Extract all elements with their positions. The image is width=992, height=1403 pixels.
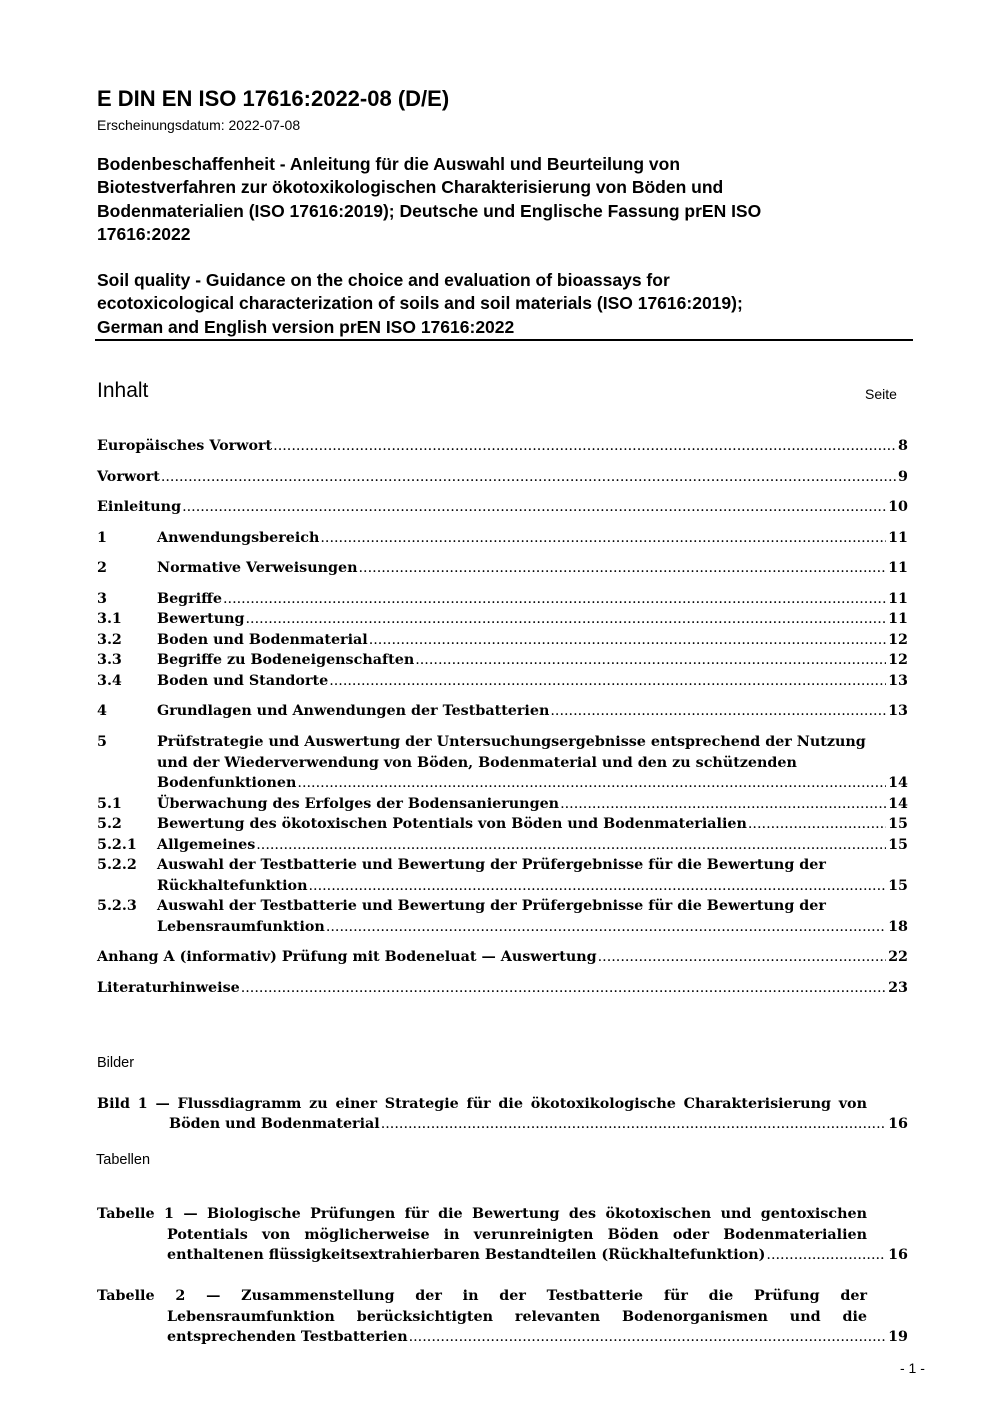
dot-leader [381,1114,886,1135]
dot-leader [550,701,886,721]
toc-entry-page: 15 [888,877,908,894]
title-divider [95,339,913,341]
toc-entry-number: 3.4 [97,673,122,689]
dot-leader [320,528,886,548]
toc-entry-page: 13 [888,703,908,719]
toc-entry-title[interactable]: Einleitung [97,499,182,515]
dot-leader [241,978,886,998]
toc-entry-title[interactable]: Überwachung des Erfolges der Bodensanierungen [157,796,560,812]
entry-caption-line[interactable]: Bild 1 — Flussdiagramm zu einer Strategie für die ökotoxikologische Charakterisierung von [97,1096,867,1112]
document-id: E DIN EN ISO 17616:2022-08 (D/E) [97,86,450,111]
toc-entry-title[interactable]: Bewertung [157,611,245,627]
toc-entry-number: 1 [97,530,107,546]
entry-caption-line[interactable]: Lebensraumfunktion berücksichtigten relevanten Bodenorganismen und die [167,1308,867,1325]
toc-entry-page: 9 [898,469,908,485]
dot-leader [246,609,887,629]
toc-entry[interactable] [97,558,908,578]
figures-heading: Bilder [97,1055,135,1071]
toc-entry-page: 12 [888,632,908,648]
toc-entry[interactable] [97,497,908,517]
toc-entry-title[interactable]: Begriffe [157,591,222,607]
title-english [97,269,897,339]
toc-entry[interactable] [97,589,908,609]
toc-entry[interactable] [97,978,908,998]
toc-entry-title[interactable]: Bodenfunktionen [157,775,297,791]
dot-leader [560,794,886,814]
toc-entry-title[interactable]: Allgemeines [157,837,256,853]
entry-caption-last-line[interactable]: Böden und Bodenmaterial [169,1116,380,1132]
toc-entry-title-line[interactable]: und der Wiederverwendung von Böden, Bodenmaterial und den zu schützenden [157,754,797,771]
toc-entry-number: 5.2 [97,816,122,832]
entry-caption-last-line[interactable]: entsprechenden Testbatterien [167,1328,408,1345]
toc-entry-title-line[interactable]: Prüfstrategie und Auswertung der Untersuchungsergebnisse entsprechend der Nutzung [157,734,866,750]
figure-entry[interactable] [97,1094,908,1135]
toc-entry-title[interactable]: Boden und Standorte [157,673,329,689]
toc-entry[interactable] [97,794,908,814]
toc-entry-number: 5.2.3 [97,898,137,914]
dot-leader [161,467,896,487]
dot-leader [369,630,886,650]
toc-entry[interactable] [97,896,908,935]
toc-entry-number: 3.2 [97,632,122,648]
toc-entry-title[interactable]: Rückhaltefunktion [157,877,308,894]
toc-entry-page: 11 [888,560,908,576]
title-english-line: Soil quality - Guidance on the choice and evaluation of bioassays for [97,270,670,290]
toc-entry[interactable] [97,609,908,629]
dot-leader [297,773,886,793]
publication-date: Erscheinungsdatum: 2022-07-08 [97,117,301,133]
toc-entry-number: 3.3 [97,652,122,668]
toc-entry[interactable] [97,528,908,548]
toc-entry-page: 12 [888,652,908,668]
title-german-line: 17616:2022 [97,223,191,244]
dot-leader [359,558,887,578]
toc-entry-page: 14 [888,775,908,791]
toc-entry[interactable] [97,650,908,670]
toc-entry-page: 11 [888,530,908,546]
toc-entry[interactable] [97,671,908,691]
dot-leader [256,835,886,855]
toc-entry[interactable] [97,814,908,834]
title-english-line: German and English version prEN ISO 17616:2022 [97,316,515,337]
toc-entry-number: 5.2.1 [97,837,137,853]
toc-page-column-label: Seite [865,386,897,402]
dot-leader [326,917,886,937]
toc-entry[interactable] [97,436,908,456]
toc-entry-title-line[interactable]: Auswahl der Testbatterie und Bewertung der Prüfergebnisse für die Bewertung der [157,857,826,873]
entry-caption-line[interactable]: Potentials von möglicherweise in verunreinigten Böden oder Bodenmaterialien [167,1226,867,1243]
toc-entry-page: 13 [888,673,908,689]
toc-entry-page: 15 [888,837,908,853]
toc-entry-title[interactable]: Boden und Bodenmaterial [157,632,368,648]
entry-caption-last-line[interactable]: enthaltenen flüssigkeitsextrahierbaren Bestandteilen (Rückhaltefunktion) [167,1246,766,1263]
toc-entry-number: 4 [97,703,107,719]
toc-entry-number: 2 [97,560,107,576]
entry-caption-line[interactable]: Tabelle 1 — Biologische Prüfungen für die Bewertung des ökotoxischen und gentoxischen [97,1206,867,1222]
entry-page: 19 [888,1328,908,1345]
toc-entry-number: 3.1 [97,611,122,627]
toc-entry-title[interactable]: Begriffe zu Bodeneigenschaften [157,652,415,668]
toc-entry[interactable] [97,630,908,650]
dot-leader [273,436,896,456]
toc-entry-page: 8 [898,438,908,454]
table-entry[interactable] [97,1204,908,1265]
toc-entry-number: 5.1 [97,796,122,812]
toc-entry-title[interactable]: Lebensraumfunktion [157,918,325,935]
title-german [97,153,897,246]
toc-entry-number: 5 [97,734,107,750]
dot-leader [223,589,886,609]
toc-entry-title[interactable]: Bewertung des ökotoxischen Potentials von Böden und Bodenmaterialien [157,816,747,832]
toc-entry[interactable] [97,467,908,487]
toc-entry-page: 11 [888,611,908,627]
toc-heading: Inhalt [97,379,149,402]
toc-entry-title[interactable]: Normative Verweisungen [157,560,358,576]
dot-leader [766,1245,886,1266]
table-entry[interactable] [97,1286,908,1347]
toc-entry-title[interactable]: Literaturhinweise [97,980,240,996]
entry-page: 16 [888,1116,908,1132]
dot-leader [598,947,886,967]
toc-entry-number: 3 [97,591,107,607]
toc-entry-number: 5.2.2 [97,857,137,873]
toc-entry[interactable] [97,732,908,791]
title-german-line: Biotestverfahren zur ökotoxikologischen Charakterisierung von Böden und [97,177,724,198]
toc-entry-title[interactable]: Grundlagen und Anwendungen der Testbatterien [157,703,550,719]
title-german-line: Bodenbeschaffenheit - Anleitung für die Auswahl und Beurteilung von [97,154,681,174]
title-english-line: ecotoxicological characterization of soils and soil materials (ISO 17616:2019); [97,293,743,314]
toc-entry-page: 15 [888,816,908,832]
dot-leader [182,497,886,517]
page-number: - 1 - [900,1360,925,1376]
entry-page: 16 [888,1246,908,1263]
toc-entry[interactable] [97,835,908,855]
toc-entry-page: 22 [888,949,908,965]
toc-entry-page: 14 [888,796,908,812]
dot-leader [415,650,886,670]
toc-entry-title[interactable]: Europäisches Vorwort [97,438,273,454]
title-german-line: Bodenmaterialien (ISO 17616:2019); Deutsche und Englische Fassung prEN ISO [97,200,762,221]
toc-entry-page: 11 [888,591,908,607]
dot-leader [748,814,886,834]
tables-heading: Tabellen [96,1152,151,1168]
toc-entry-page: 23 [888,980,908,996]
toc-entry[interactable] [97,701,908,721]
toc-entry-title-line[interactable]: Auswahl der Testbatterie und Bewertung der Prüfergebnisse für die Bewertung der [157,898,826,914]
toc-entry-title[interactable]: Anwendungsbereich [157,530,320,546]
toc-entry[interactable] [97,855,908,894]
toc-entry-title[interactable]: Vorwort [97,469,160,485]
dot-leader [409,1327,887,1348]
dot-leader [329,671,886,691]
toc-entry-page: 18 [888,918,908,935]
entry-caption-line[interactable]: Tabelle 2 — Zusammenstellung der in der Testbatterie für die Prüfung der [97,1288,867,1304]
toc-entry-page: 10 [888,499,908,515]
toc-entry[interactable] [97,947,908,967]
toc-entry-title[interactable]: Anhang A (informativ) Prüfung mit Bodeneluat — Auswertung [97,949,597,965]
dot-leader [309,876,887,896]
